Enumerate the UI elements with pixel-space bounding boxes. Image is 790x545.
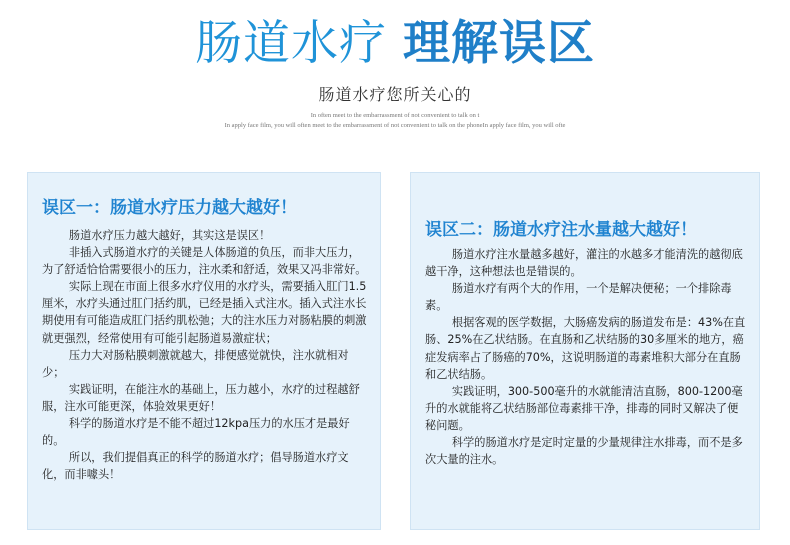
paragraph: 所以，我们提倡真正的科学的肠道水疗；倡导肠道水疗文化，而非噱头！ <box>42 451 349 482</box>
myth-card-title: 误区二：肠道水疗注水量越大越好！ <box>425 220 697 240</box>
page-title-part1: 肠道水疗 <box>195 16 387 71</box>
paragraph: 根据客观的医学数据，大肠癌发病的肠道发布是：43%在直肠、25%在乙状结肠。在直肠和乙状结肠的30多厘米的地方，癌症发病率占了肠癌的70%，这说明肠道的毒素堆积大部分在直肠和乙状结肠。 <box>425 316 746 381</box>
paragraph: 实践证明，在能注水的基础上，压力越小，水疗的过程越舒服，注水可能更深，体验效果更好！ <box>42 382 360 413</box>
paragraph: 压力大对肠粘膜刺激就越大，排便感觉就快，注水就相对少； <box>42 348 349 379</box>
myth-card-title: 误区一：肠道水疗压力越大越好！ <box>42 198 297 218</box>
paragraph: 实际上现在市面上很多水疗仪用的水疗头，需要插入肛门1.5厘米，水疗头通过肛门括约肌，已经是插入式注水。插入式注水长期使用有可能造成肛门括约肌松弛；大的注水压力对肠粘膜的刺激就更强烈，经常使用有可能引起肠道易激症状； <box>42 280 367 345</box>
myth-card-1 <box>27 172 381 530</box>
english-caption-line1: In often meet to the embarrassment of not convenient to talk on t <box>310 112 480 119</box>
paragraph: 肠道水疗注水量越多越好，灌注的水越多才能清洗的越彻底越干净，这种想法也是错误的。 <box>425 248 743 279</box>
myth-card-body <box>42 227 370 483</box>
myth-card-body <box>425 246 749 468</box>
paragraph: 肠道水疗有两个大的作用，一个是解决便秘；一个排除毒素。 <box>425 282 732 313</box>
paragraph: 实践证明，300-500毫升的水就能清洁直肠，800-1200毫升的水就能将乙状结肠部位毒素排干净，排毒的同时又解决了便秘问题。 <box>425 384 743 432</box>
paragraph: 肠道水疗压力越大越好，其实这是误区！ <box>68 229 271 242</box>
myth-card-2 <box>410 172 760 530</box>
paragraph: 科学的肠道水疗是不能不超过12kpa压力的水压才是最好的。 <box>42 417 350 448</box>
header <box>0 0 790 150</box>
page-subtitle: 肠道水疗您所关心的 <box>318 85 472 104</box>
english-caption-line2: In apply face film, you will often meet to the embarrassment of not convenient to talk on the phoneIn apply face film, you will ofte <box>224 122 566 129</box>
page-title-part2: 理解误区 <box>403 16 595 71</box>
page-title <box>0 14 790 74</box>
paragraph: 科学的肠道水疗是定时定量的少量规律注水排毒，而不是多次大量的注水。 <box>425 436 743 467</box>
paragraph: 非插入式肠道水疗的关键是人体肠道的负压，而非大压力，为了舒适恰恰需要很小的压力，注水柔和舒适，效果又冯非常好。 <box>42 246 367 277</box>
